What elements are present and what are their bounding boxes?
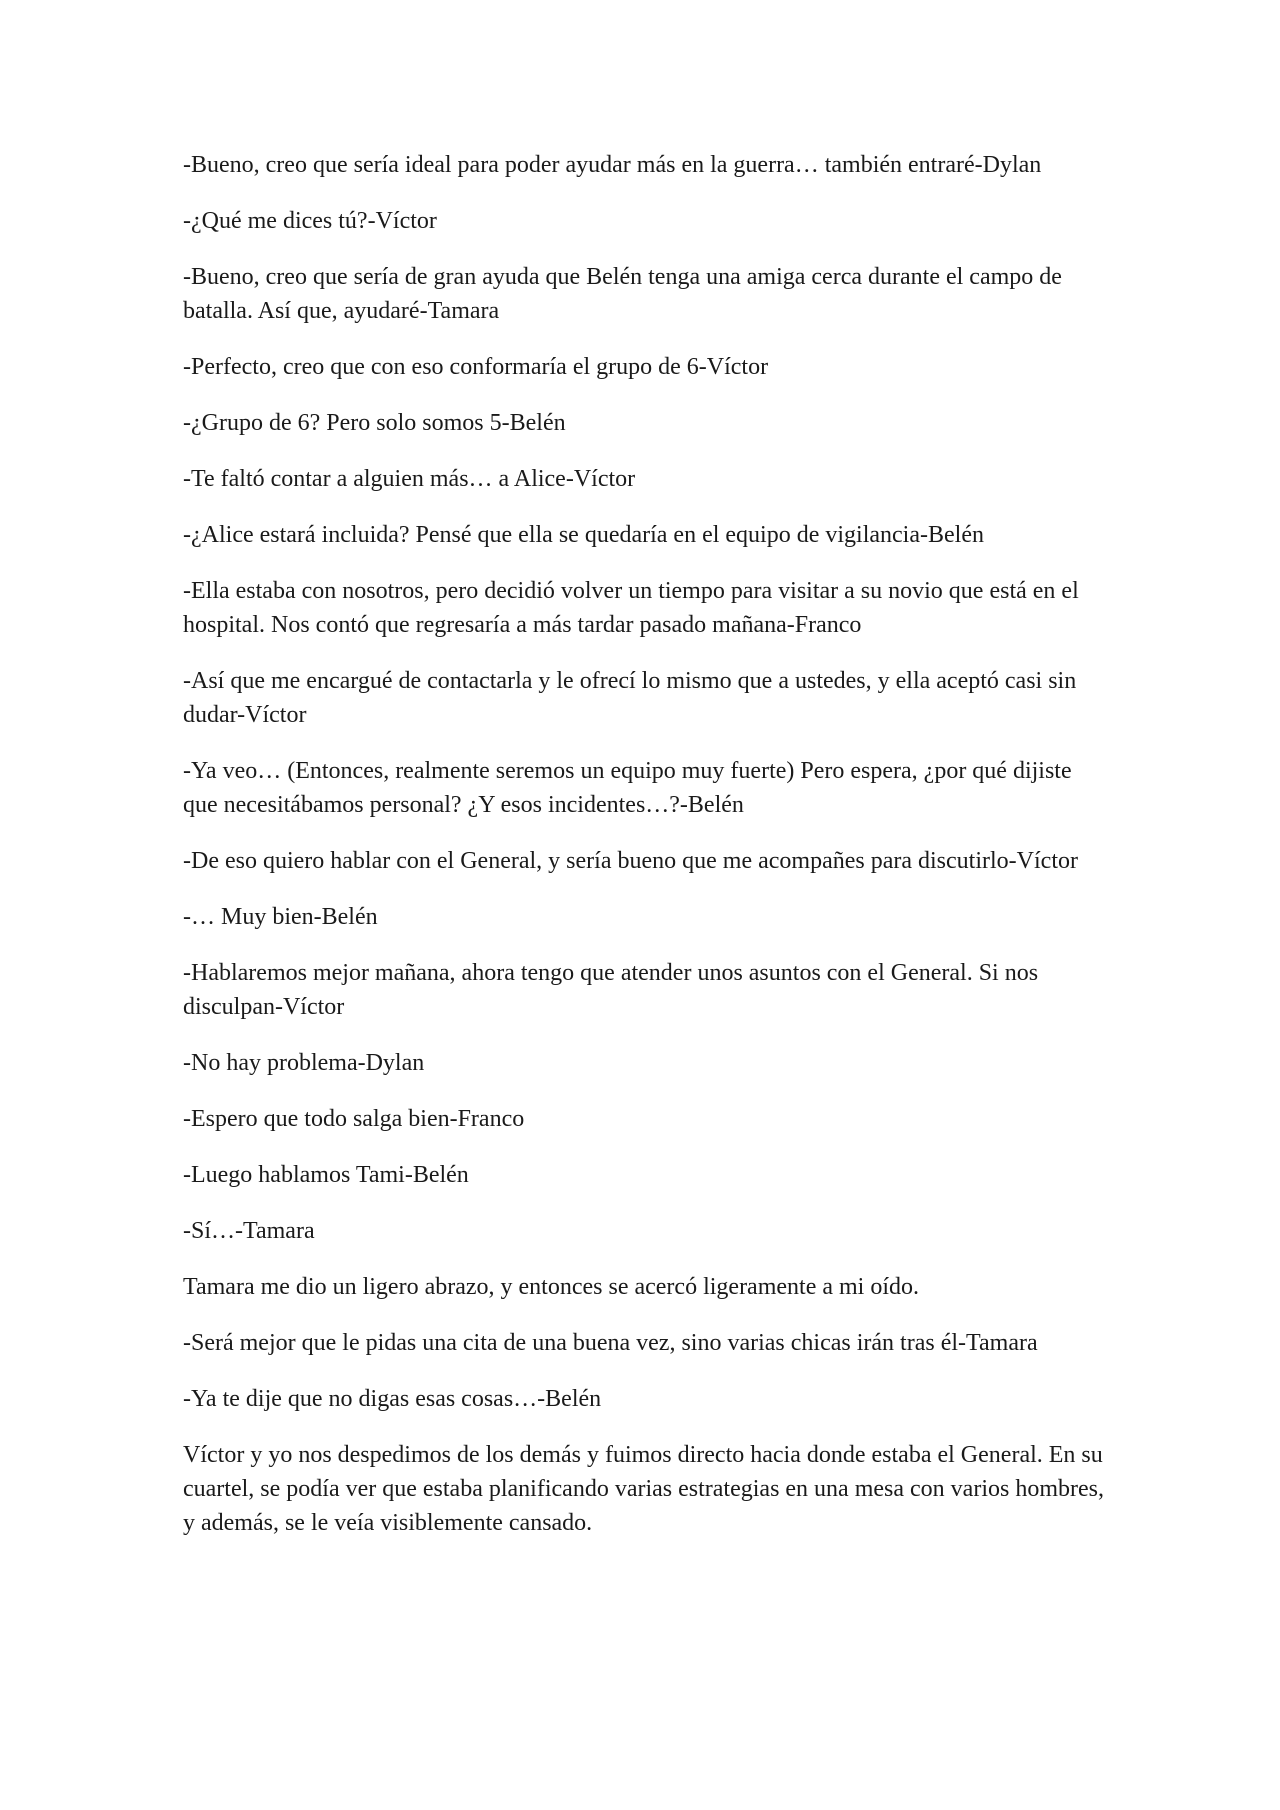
paragraph: -Ya te dije que no digas esas cosas…-Belén: [183, 1386, 602, 1412]
paragraph: -De eso quiero hablar con el General, y sería bueno que me acompañes para discutirlo-Víctor: [183, 848, 1078, 874]
paragraph: -Será mejor que le pidas una cita de una buena vez, sino varias chicas irán tras él-Tamara: [183, 1330, 1038, 1356]
paragraph: -Luego hablamos Tami-Belén: [183, 1162, 469, 1188]
document-body: [183, 148, 1108, 1562]
paragraph: -¿Grupo de 6? Pero solo somos 5-Belén: [183, 410, 566, 436]
paragraph: -¿Qué me dices tú?-Víctor: [183, 208, 437, 234]
paragraph: -Ya veo… (Entonces, realmente seremos un equipo muy fuerte) Pero espera, ¿por qué dijiste que necesitábamos personal? ¿Y esos incidentes…?-Belén: [183, 758, 1072, 818]
paragraph: -Ella estaba con nosotros, pero decidió volver un tiempo para visitar a su novio que está en el hospital. Nos contó que regresaría a más tardar pasado mañana-Franco: [183, 578, 1079, 638]
paragraph: -No hay problema-Dylan: [183, 1050, 425, 1076]
paragraph: Víctor y yo nos despedimos de los demás y fuimos directo hacia donde estaba el General. En su cuartel, se podía ver que estaba planificando varias estrategias en una mesa con varios hombres, y además, se le veía visiblemente cansado.: [183, 1442, 1104, 1536]
paragraph: -Perfecto, creo que con eso conformaría el grupo de 6-Víctor: [183, 354, 769, 380]
paragraph: -Hablaremos mejor mañana, ahora tengo que atender unos asuntos con el General. Si nos disculpan-Víctor: [183, 960, 1039, 1020]
paragraph: -Sí…-Tamara: [183, 1218, 315, 1244]
paragraph: -Espero que todo salga bien-Franco: [183, 1106, 525, 1132]
paragraph: Tamara me dio un ligero abrazo, y entonces se acercó ligeramente a mi oído.: [183, 1274, 920, 1300]
paragraph: -¿Alice estará incluida? Pensé que ella se quedaría en el equipo de vigilancia-Belén: [183, 522, 984, 548]
paragraph: -Bueno, creo que sería de gran ayuda que Belén tenga una amiga cerca durante el campo de batalla. Así que, ayudaré-Tamara: [183, 264, 1062, 324]
paragraph: -Bueno, creo que sería ideal para poder ayudar más en la guerra… también entraré-Dylan: [183, 152, 1042, 178]
paragraph: -Te faltó contar a alguien más… a Alice-Víctor: [183, 466, 636, 492]
paragraph: -Así que me encargué de contactarla y le ofrecí lo mismo que a ustedes, y ella aceptó casi sin dudar-Víctor: [183, 668, 1077, 728]
paragraph: -… Muy bien-Belén: [183, 904, 378, 930]
